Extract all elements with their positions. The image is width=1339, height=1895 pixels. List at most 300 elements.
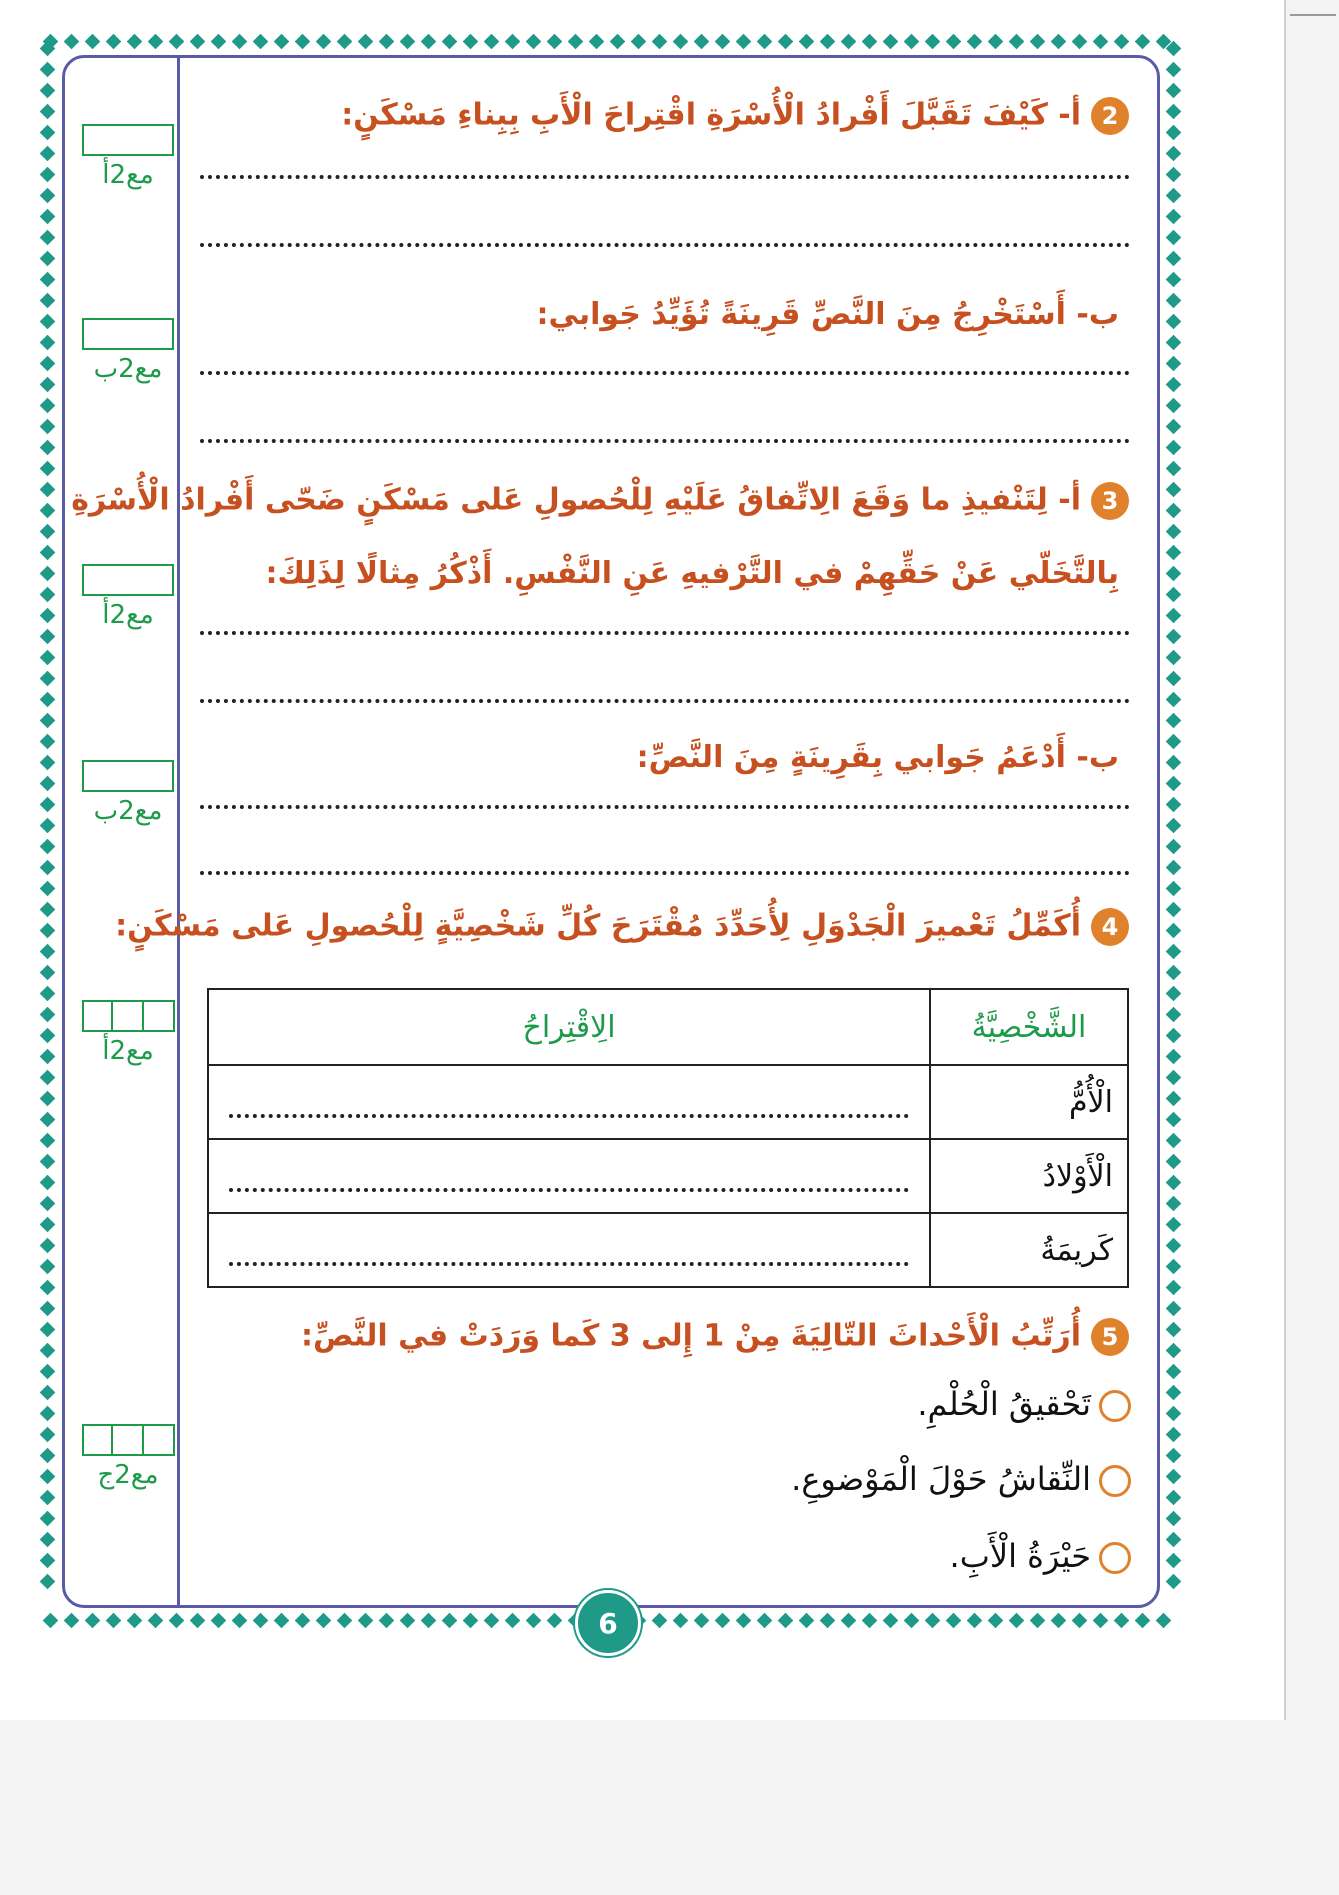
- suggestions-table: [207, 988, 1129, 1288]
- border-diamond: [1165, 335, 1181, 351]
- border-diamond: [631, 33, 647, 49]
- border-diamond: [39, 293, 55, 309]
- border-diamond: [1165, 293, 1181, 309]
- border-diamond: [862, 33, 878, 49]
- border-diamond: [1165, 734, 1181, 750]
- score-box-q2b: [78, 318, 178, 384]
- ordering-option: [950, 1537, 1131, 1575]
- answer-line[interactable]: [200, 175, 1130, 179]
- border-diamond: [946, 1612, 962, 1628]
- border-diamond: [757, 1612, 773, 1628]
- border-diamond: [85, 1612, 101, 1628]
- border-diamond: [253, 1612, 269, 1628]
- border-diamond: [64, 1612, 80, 1628]
- border-diamond: [1165, 629, 1181, 645]
- border-diamond: [1093, 1612, 1109, 1628]
- answer-line[interactable]: [200, 871, 1130, 875]
- border-diamond: [988, 33, 1004, 49]
- border-diamond: [421, 33, 437, 49]
- border-diamond: [39, 377, 55, 393]
- border-diamond: [1165, 965, 1181, 981]
- score-box-q4: [78, 1000, 178, 1066]
- content-frame: [62, 55, 1160, 1608]
- border-diamond: [715, 33, 731, 49]
- grading-margin-line: [177, 57, 180, 1606]
- border-diamond: [39, 398, 55, 414]
- score-cell[interactable]: [82, 760, 174, 792]
- border-diamond: [484, 1612, 500, 1628]
- border-diamond: [39, 1280, 55, 1296]
- border-diamond: [1165, 1511, 1181, 1527]
- border-diamond: [1165, 398, 1181, 414]
- border-diamond: [295, 1612, 311, 1628]
- border-diamond: [1165, 1196, 1181, 1212]
- border-diamond: [1165, 1532, 1181, 1548]
- border-diamond: [85, 33, 101, 49]
- score-label: مع2أ: [102, 1036, 154, 1066]
- border-diamond: [39, 839, 55, 855]
- page-edge-mark: [1290, 14, 1336, 16]
- question-text: ب- أَسْتَخْرِجُ مِنَ النَّصِّ قَرِينَةً تُؤَيِّدُ جَوابي:: [536, 297, 1119, 332]
- border-diamond: [1165, 1385, 1181, 1401]
- border-diamond: [862, 1612, 878, 1628]
- border-diamond: [1165, 755, 1181, 771]
- border-diamond: [39, 923, 55, 939]
- border-diamond: [1165, 671, 1181, 687]
- border-diamond: [1165, 881, 1181, 897]
- border-diamond: [39, 755, 55, 771]
- border-diamond: [39, 797, 55, 813]
- score-cell[interactable]: [82, 124, 174, 156]
- top-diamond-border: [40, 30, 1185, 52]
- border-diamond: [1165, 1070, 1181, 1086]
- border-diamond: [1165, 167, 1181, 183]
- border-diamond: [39, 965, 55, 981]
- border-diamond: [39, 566, 55, 582]
- question-number-badge: 3: [1091, 482, 1129, 520]
- score-label: مع2أ: [102, 600, 154, 630]
- border-diamond: [778, 1612, 794, 1628]
- border-diamond: [106, 1612, 122, 1628]
- border-diamond: [1165, 797, 1181, 813]
- border-diamond: [757, 33, 773, 49]
- question-2a: [341, 97, 1129, 135]
- border-diamond: [43, 1612, 59, 1628]
- border-diamond: [715, 1612, 731, 1628]
- question-4: [115, 908, 1129, 946]
- border-diamond: [547, 1612, 563, 1628]
- table-row: [208, 1139, 1128, 1213]
- border-diamond: [39, 167, 55, 183]
- border-diamond: [400, 33, 416, 49]
- border-diamond: [1009, 33, 1025, 49]
- border-diamond: [1165, 1217, 1181, 1233]
- border-diamond: [337, 1612, 353, 1628]
- border-diamond: [841, 1612, 857, 1628]
- border-diamond: [1114, 1612, 1130, 1628]
- border-diamond: [400, 1612, 416, 1628]
- border-diamond: [1165, 776, 1181, 792]
- border-diamond: [39, 1427, 55, 1443]
- question-text: أ- لِتَنْفيذِ ما وَقَعَ الِاتِّفاقُ عَلَيْهِ لِلْحُصولِ عَلى مَسْكَنٍ ضَحّى أَفْرادُ الْأُسْرَةِ: [71, 482, 1081, 518]
- border-diamond: [39, 881, 55, 897]
- character-name: الْأُمُّ: [930, 1065, 1128, 1139]
- border-diamond: [1165, 986, 1181, 1002]
- border-diamond: [232, 1612, 248, 1628]
- border-diamond: [841, 33, 857, 49]
- border-diamond: [820, 33, 836, 49]
- border-diamond: [1165, 1448, 1181, 1464]
- border-diamond: [39, 692, 55, 708]
- border-diamond: [39, 1112, 55, 1128]
- border-diamond: [421, 1612, 437, 1628]
- answer-line[interactable]: [200, 243, 1130, 247]
- border-diamond: [1165, 860, 1181, 876]
- border-diamond: [1165, 377, 1181, 393]
- border-diamond: [736, 33, 752, 49]
- border-diamond: [127, 33, 143, 49]
- question-text: أُرَتِّبُ الْأَحْداثَ التّالِيَةَ مِنْ 1 إِلى 3 كَما وَرَدَتْ في النَّصِّ:: [300, 1318, 1081, 1354]
- border-diamond: [799, 33, 815, 49]
- border-diamond: [1165, 1259, 1181, 1275]
- border-diamond: [1165, 1553, 1181, 1569]
- question-text: بِالتَّخَلّي عَنْ حَقِّهِمْ في التَّرْفيهِ عَنِ النَّفْسِ. أَذْكُرُ مِثالًا لِذَلِكَ:: [265, 556, 1119, 591]
- border-diamond: [39, 1301, 55, 1317]
- border-diamond: [526, 1612, 542, 1628]
- border-diamond: [1165, 944, 1181, 960]
- border-diamond: [1165, 1574, 1181, 1590]
- border-diamond: [1165, 1112, 1181, 1128]
- score-box-q5: [78, 1424, 178, 1490]
- border-diamond: [1165, 1049, 1181, 1065]
- order-number-circle[interactable]: [1099, 1542, 1131, 1574]
- border-diamond: [39, 1028, 55, 1044]
- answer-line[interactable]: [200, 371, 1130, 375]
- column-header-suggestion: الِاقْتِراحُ: [208, 989, 930, 1065]
- border-diamond: [253, 33, 269, 49]
- border-diamond: [1135, 1612, 1151, 1628]
- border-diamond: [39, 734, 55, 750]
- border-diamond: [1165, 230, 1181, 246]
- border-diamond: [127, 1612, 143, 1628]
- border-diamond: [295, 33, 311, 49]
- border-diamond: [1165, 1091, 1181, 1107]
- question-3a-continued: [265, 556, 1119, 591]
- question-text: أُكَمِّلُ تَعْميرَ الْجَدْوَلِ لِأُحَدِّدَ مُقْتَرَحَ كُلِّ شَخْصِيَّةٍ لِلْحُصولِ عَلى مَسْكَنٍ:: [115, 908, 1081, 944]
- border-diamond: [39, 1049, 55, 1065]
- border-diamond: [39, 1532, 55, 1548]
- border-diamond: [169, 33, 185, 49]
- border-diamond: [967, 33, 983, 49]
- border-diamond: [39, 251, 55, 267]
- suggestion-answer-cell[interactable]: [208, 1213, 930, 1287]
- border-diamond: [1165, 1133, 1181, 1149]
- border-diamond: [673, 33, 689, 49]
- border-diamond: [39, 461, 55, 477]
- border-diamond: [1165, 1175, 1181, 1191]
- answer-line[interactable]: [200, 631, 1130, 635]
- border-diamond: [148, 33, 164, 49]
- border-diamond: [610, 33, 626, 49]
- border-diamond: [589, 33, 605, 49]
- score-cell[interactable]: [82, 318, 174, 350]
- border-diamond: [1165, 503, 1181, 519]
- border-diamond: [190, 33, 206, 49]
- border-diamond: [1165, 188, 1181, 204]
- border-diamond: [358, 1612, 374, 1628]
- border-diamond: [673, 1612, 689, 1628]
- border-diamond: [39, 1259, 55, 1275]
- border-diamond: [1093, 33, 1109, 49]
- border-diamond: [39, 62, 55, 78]
- border-diamond: [39, 944, 55, 960]
- question-5: [301, 1318, 1129, 1356]
- border-diamond: [1165, 146, 1181, 162]
- border-diamond: [1165, 1490, 1181, 1506]
- border-diamond: [39, 1364, 55, 1380]
- border-diamond: [1165, 818, 1181, 834]
- border-diamond: [1156, 1612, 1172, 1628]
- border-diamond: [39, 902, 55, 918]
- border-diamond: [1051, 33, 1067, 49]
- border-diamond: [64, 33, 80, 49]
- border-diamond: [1072, 1612, 1088, 1628]
- score-cell[interactable]: [113, 1424, 144, 1456]
- border-diamond: [39, 587, 55, 603]
- ordering-option: [791, 1460, 1131, 1498]
- border-diamond: [1165, 440, 1181, 456]
- border-diamond: [39, 776, 55, 792]
- table-row: [208, 1065, 1128, 1139]
- border-diamond: [1165, 1322, 1181, 1338]
- border-diamond: [358, 33, 374, 49]
- border-diamond: [1165, 356, 1181, 372]
- border-diamond: [1165, 62, 1181, 78]
- answer-line[interactable]: [200, 439, 1130, 443]
- suggestion-answer-cell[interactable]: [208, 1065, 930, 1139]
- border-diamond: [1165, 1427, 1181, 1443]
- border-diamond: [463, 33, 479, 49]
- border-diamond: [1165, 41, 1181, 57]
- border-diamond: [39, 1217, 55, 1233]
- border-diamond: [39, 1196, 55, 1212]
- border-diamond: [1114, 33, 1130, 49]
- option-text: تَحْقيقُ الْحُلْمِ.: [917, 1385, 1091, 1423]
- border-diamond: [484, 33, 500, 49]
- score-cell[interactable]: [113, 1000, 144, 1032]
- border-diamond: [1165, 923, 1181, 939]
- score-box-q3b: [78, 760, 178, 826]
- border-diamond: [778, 33, 794, 49]
- border-diamond: [1165, 839, 1181, 855]
- score-box-q2a: [78, 124, 178, 190]
- border-diamond: [1165, 1154, 1181, 1170]
- border-diamond: [1165, 419, 1181, 435]
- border-diamond: [148, 1612, 164, 1628]
- border-diamond: [39, 818, 55, 834]
- border-diamond: [1165, 650, 1181, 666]
- border-diamond: [337, 33, 353, 49]
- border-diamond: [1165, 608, 1181, 624]
- border-diamond: [1165, 209, 1181, 225]
- score-label: مع2ب: [93, 354, 163, 384]
- border-diamond: [211, 1612, 227, 1628]
- border-diamond: [1165, 1301, 1181, 1317]
- border-diamond: [568, 33, 584, 49]
- border-diamond: [39, 1511, 55, 1527]
- border-diamond: [39, 41, 55, 57]
- border-diamond: [39, 713, 55, 729]
- border-diamond: [736, 1612, 752, 1628]
- border-diamond: [988, 1612, 1004, 1628]
- border-diamond: [820, 1612, 836, 1628]
- border-diamond: [1165, 1343, 1181, 1359]
- border-diamond: [883, 1612, 899, 1628]
- border-diamond: [169, 1612, 185, 1628]
- border-diamond: [39, 1553, 55, 1569]
- border-diamond: [1072, 33, 1088, 49]
- border-diamond: [106, 33, 122, 49]
- border-diamond: [39, 1322, 55, 1338]
- border-diamond: [1165, 1469, 1181, 1485]
- border-diamond: [39, 230, 55, 246]
- score-box-q3a: [78, 564, 178, 630]
- border-diamond: [505, 1612, 521, 1628]
- right-diamond-border: [1162, 38, 1184, 1608]
- border-diamond: [442, 33, 458, 49]
- border-diamond: [39, 1091, 55, 1107]
- border-diamond: [39, 503, 55, 519]
- question-2b: [537, 297, 1120, 332]
- score-label: مع2ج: [97, 1460, 159, 1490]
- border-diamond: [379, 33, 395, 49]
- border-diamond: [1165, 545, 1181, 561]
- border-diamond: [1165, 272, 1181, 288]
- border-diamond: [39, 1007, 55, 1023]
- border-diamond: [39, 1070, 55, 1086]
- border-diamond: [1165, 692, 1181, 708]
- border-diamond: [316, 1612, 332, 1628]
- border-diamond: [39, 1238, 55, 1254]
- ordering-option: [917, 1385, 1131, 1423]
- character-name: كَريمَةُ: [930, 1213, 1128, 1287]
- border-diamond: [39, 1574, 55, 1590]
- border-diamond: [232, 33, 248, 49]
- question-3a: [71, 482, 1129, 520]
- score-cell[interactable]: [144, 1000, 175, 1032]
- border-diamond: [39, 335, 55, 351]
- border-diamond: [1165, 251, 1181, 267]
- border-diamond: [39, 146, 55, 162]
- border-diamond: [39, 1448, 55, 1464]
- border-diamond: [39, 1406, 55, 1422]
- border-diamond: [39, 482, 55, 498]
- score-label: مع2ب: [93, 796, 163, 826]
- page-edge-line: [1284, 0, 1286, 1720]
- border-diamond: [39, 125, 55, 141]
- border-diamond: [925, 33, 941, 49]
- score-cell[interactable]: [82, 1424, 113, 1456]
- border-diamond: [39, 545, 55, 561]
- border-diamond: [39, 650, 55, 666]
- border-diamond: [39, 83, 55, 99]
- score-cell[interactable]: [82, 1000, 113, 1032]
- table-header-row: [208, 989, 1128, 1065]
- border-diamond: [442, 1612, 458, 1628]
- border-diamond: [1165, 83, 1181, 99]
- border-diamond: [967, 1612, 983, 1628]
- score-cell[interactable]: [82, 564, 174, 596]
- border-diamond: [505, 33, 521, 49]
- border-diamond: [316, 33, 332, 49]
- score-cell[interactable]: [144, 1424, 175, 1456]
- order-number-circle[interactable]: [1099, 1465, 1131, 1497]
- answer-line[interactable]: [200, 699, 1130, 703]
- border-diamond: [1165, 1028, 1181, 1044]
- border-diamond: [39, 419, 55, 435]
- border-diamond: [694, 1612, 710, 1628]
- border-diamond: [39, 629, 55, 645]
- border-diamond: [904, 33, 920, 49]
- border-diamond: [274, 33, 290, 49]
- column-header-character: الشَّخْصِيَّةُ: [930, 989, 1128, 1065]
- border-diamond: [1051, 1612, 1067, 1628]
- border-diamond: [1165, 587, 1181, 603]
- border-diamond: [1165, 1238, 1181, 1254]
- border-diamond: [946, 33, 962, 49]
- border-diamond: [39, 524, 55, 540]
- border-diamond: [1030, 1612, 1046, 1628]
- border-diamond: [39, 209, 55, 225]
- answer-line[interactable]: [200, 805, 1130, 809]
- suggestion-answer-cell[interactable]: [208, 1139, 930, 1213]
- border-diamond: [463, 1612, 479, 1628]
- border-diamond: [925, 1612, 941, 1628]
- border-diamond: [379, 1612, 395, 1628]
- border-diamond: [1165, 1364, 1181, 1380]
- order-number-circle[interactable]: [1099, 1390, 1131, 1422]
- question-text: أ- كَيْفَ تَقَبَّلَ أَفْرادُ الْأُسْرَةِ اقْتِراحَ الْأَبِ بِبِناءِ مَسْكَنٍ:: [341, 97, 1081, 133]
- score-label: مع2أ: [102, 160, 154, 190]
- page-number-badge: 6: [575, 1590, 641, 1656]
- border-diamond: [904, 1612, 920, 1628]
- option-text: النِّقاشُ حَوْلَ الْمَوْضوعِ.: [791, 1460, 1091, 1498]
- border-diamond: [1135, 33, 1151, 49]
- question-3b: [637, 740, 1119, 775]
- question-number-badge: 4: [1091, 908, 1129, 946]
- border-diamond: [1165, 314, 1181, 330]
- border-diamond: [1165, 1406, 1181, 1422]
- question-number-badge: 5: [1091, 1318, 1129, 1356]
- border-diamond: [39, 1175, 55, 1191]
- border-diamond: [526, 33, 542, 49]
- border-diamond: [39, 1133, 55, 1149]
- border-diamond: [1165, 524, 1181, 540]
- border-diamond: [39, 1469, 55, 1485]
- border-diamond: [883, 33, 899, 49]
- border-diamond: [1165, 461, 1181, 477]
- border-diamond: [39, 608, 55, 624]
- border-diamond: [39, 860, 55, 876]
- left-diamond-border: [36, 38, 58, 1608]
- character-name: الْأَوْلادُ: [930, 1139, 1128, 1213]
- border-diamond: [1165, 1007, 1181, 1023]
- border-diamond: [694, 33, 710, 49]
- border-diamond: [39, 356, 55, 372]
- border-diamond: [1165, 125, 1181, 141]
- border-diamond: [39, 104, 55, 120]
- border-diamond: [1165, 482, 1181, 498]
